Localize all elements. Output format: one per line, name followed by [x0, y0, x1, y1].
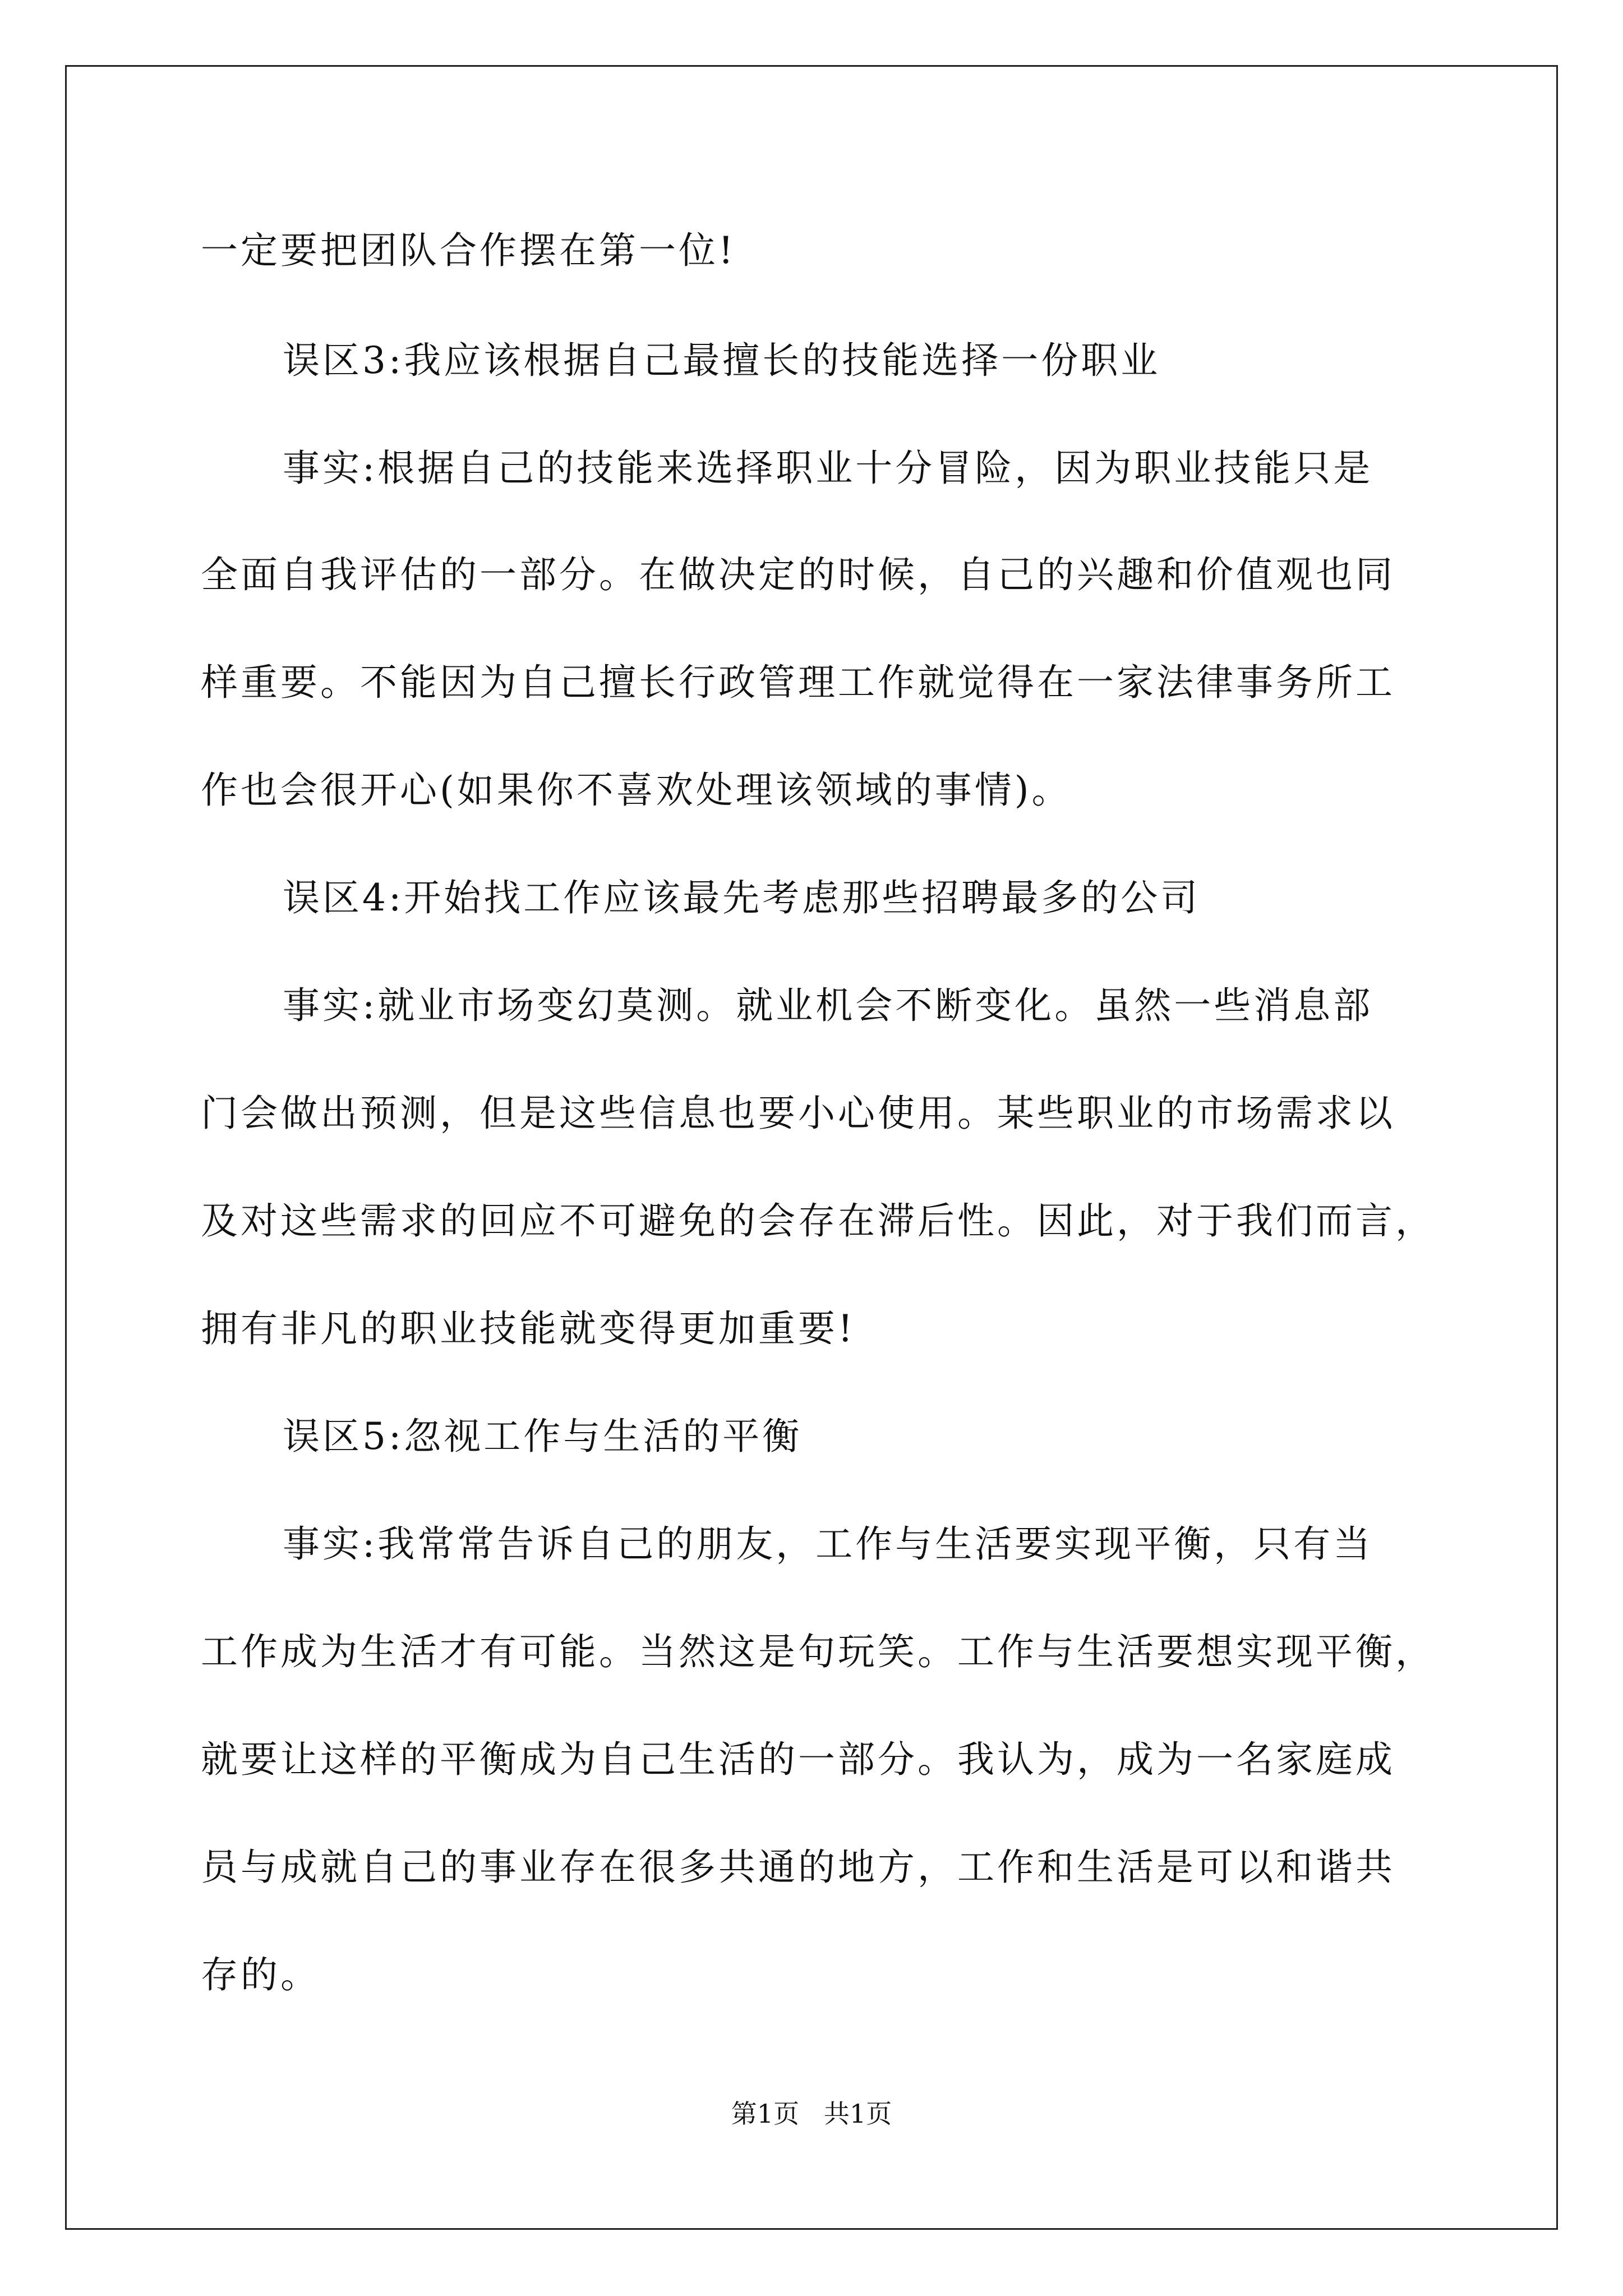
text-line: 就要让这样的平衡成为自己生活的一部分。我认为，成为一名家庭成: [201, 1738, 1395, 1781]
text-line: 全面自我评估的一部分。在做决定的时候，自己的兴趣和价值观也同: [201, 553, 1395, 596]
text-line: 工作成为生活才有可能。当然这是句玩笑。工作与生活要想实现平衡，: [201, 1630, 1435, 1673]
heading-myth-4: 误区4:开始找工作应该最先考虑那些招聘最多的公司: [283, 876, 1201, 919]
text-line: 员与成就自己的事业存在很多共通的地方，工作和生活是可以和谐共: [201, 1846, 1395, 1889]
page-border: [65, 65, 1558, 2230]
text-line: 门会做出预测，但是这些信息也要小心使用。某些职业的市场需求以: [201, 1092, 1395, 1135]
text-line: 一定要把团队合作摆在第一位!: [201, 229, 736, 272]
heading-myth-5: 误区5:忽视工作与生活的平衡: [283, 1415, 803, 1458]
text-line: 作也会很开心(如果你不喜欢处理该领域的事情)。: [201, 769, 1072, 812]
text-line: 拥有非凡的职业技能就变得更加重要!: [201, 1307, 856, 1350]
text-line: 事实:就业市场变幻莫测。就业机会不断变化。虽然一些消息部: [283, 984, 1373, 1027]
heading-myth-3: 误区3:我应该根据自己最擅长的技能选择一份职业: [283, 339, 1161, 382]
text-line: 事实:我常常告诉自己的朋友，工作与生活要实现平衡，只有当: [283, 1522, 1373, 1566]
text-line: 及对这些需求的回应不可避免的会存在滞后性。因此，对于我们而言，: [201, 1199, 1435, 1243]
page-footer: 第1页 共1页: [731, 2099, 892, 2129]
text-line: 事实:根据自己的技能来选择职业十分冒险，因为职业技能只是: [283, 447, 1373, 490]
text-line: 存的。: [201, 1953, 320, 1996]
text-line: 样重要。不能因为自己擅长行政管理工作就觉得在一家法律事务所工: [201, 661, 1395, 704]
